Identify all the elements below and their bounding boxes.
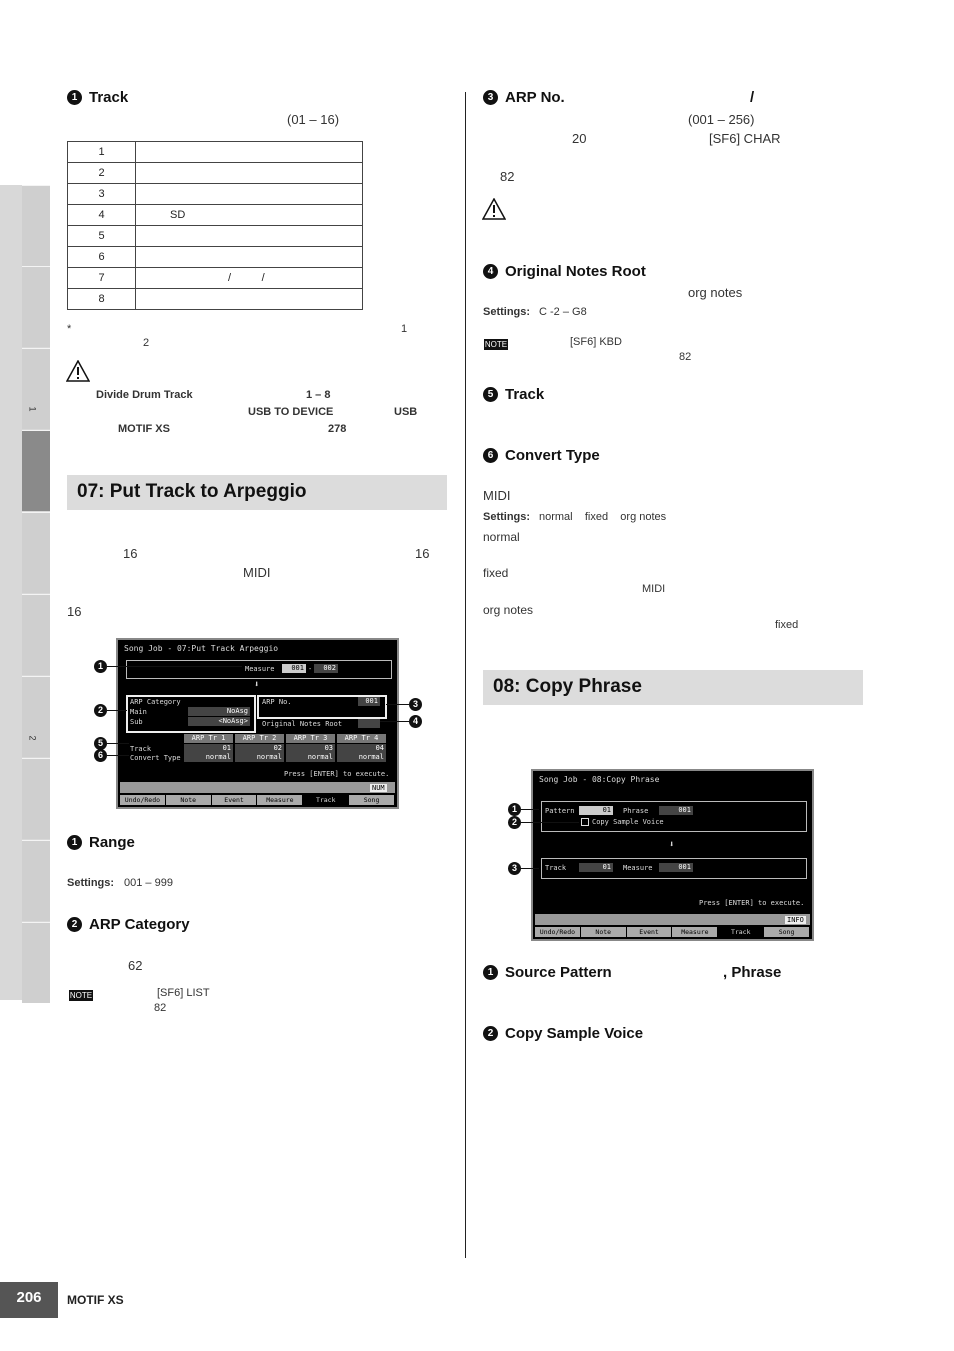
heading-slash: /	[750, 89, 755, 106]
screen-tab[interactable]: Event	[212, 795, 257, 805]
screen-tab-selected[interactable]: Track	[718, 927, 763, 937]
convert-type-label: Convert Type	[130, 754, 181, 762]
convert-type-field[interactable]: normal	[184, 753, 233, 762]
callout-5: 5	[94, 737, 107, 750]
note-icon: NOTE	[484, 340, 508, 349]
term: org notes	[483, 603, 534, 617]
arrow-down-icon: ⬇	[254, 680, 260, 690]
table-row: 1	[68, 142, 363, 163]
screen-tab-bar	[120, 795, 395, 805]
column-header: ARP Tr 3	[286, 734, 335, 743]
sidebar-tab[interactable]	[22, 676, 50, 757]
body-text: 62	[128, 958, 143, 973]
convert-type-field[interactable]: normal	[286, 753, 335, 762]
arp-no-field[interactable]: 001	[358, 697, 380, 706]
note-text: [SF6] KBD	[570, 336, 622, 348]
measure-to-field[interactable]: 002	[314, 664, 338, 673]
press-enter-text: Press [ENTER] to execute.	[699, 899, 805, 907]
num-button[interactable]: NUM	[372, 784, 385, 792]
measure-dash: -	[308, 665, 313, 673]
callout-line	[107, 743, 129, 744]
body-text: MIDI	[483, 488, 511, 503]
column-header: ARP Tr 4	[337, 734, 386, 743]
sidebar-tab[interactable]	[22, 758, 50, 839]
callout-2: 2	[94, 704, 107, 717]
note-text: [SF6] LIST	[157, 987, 210, 999]
body-text: 16	[415, 546, 430, 561]
body-text: (001 – 256)	[688, 112, 755, 127]
body-text: MIDI	[243, 565, 271, 580]
caution-text: USB TO DEVICE	[248, 406, 334, 418]
callout-4: 4	[409, 715, 422, 728]
section-heading-07: 07: Put Track to Arpeggio	[67, 475, 447, 510]
number-badge: 5	[483, 387, 498, 402]
track-field[interactable]: 02	[235, 744, 284, 753]
note-icon: NOTE	[69, 991, 93, 1000]
screen-tab[interactable]: Event	[627, 927, 672, 937]
footnote-star: *	[67, 323, 72, 335]
body-text: 16	[67, 604, 82, 619]
callout-3: 3	[409, 698, 422, 711]
screen-title: Song Job - 07:Put Track Arpeggio	[124, 644, 279, 653]
arp-category-label: ARP Category	[130, 698, 181, 706]
original-notes-root-label: Original Notes Root	[262, 720, 343, 728]
footnote-text: 2	[143, 337, 150, 349]
source-pattern-heading: 1 Source Pattern	[483, 964, 612, 981]
callout-6: 6	[94, 749, 107, 762]
column-divider	[465, 92, 466, 1258]
term: fixed	[483, 566, 509, 580]
body-text: MIDI	[642, 583, 666, 595]
screen-tab[interactable]: Measure	[257, 795, 302, 805]
track-field[interactable]: 01	[184, 744, 233, 753]
sidebar-tab[interactable]	[22, 594, 50, 675]
sidebar-tab-active[interactable]	[22, 430, 50, 511]
number-badge: 2	[67, 917, 82, 932]
number-badge: 3	[483, 90, 498, 105]
column-header: ARP Tr 2	[235, 734, 284, 743]
info-button[interactable]: INFO	[787, 916, 804, 924]
body-text: fixed	[775, 619, 799, 631]
track-field[interactable]: 01	[579, 863, 613, 872]
screen-status-bar	[535, 914, 810, 925]
callout-2: 2	[508, 816, 521, 829]
convert-type-field[interactable]: normal	[235, 753, 284, 762]
measure-field[interactable]: 001	[659, 863, 693, 872]
body-text: 16	[123, 546, 138, 561]
press-enter-text: Press [ENTER] to execute.	[284, 770, 390, 778]
callout-line	[521, 809, 539, 810]
settings-label: Settings:	[483, 511, 531, 523]
table-row: 6	[68, 247, 363, 268]
sidebar-tab[interactable]	[22, 185, 50, 266]
measure-from-field[interactable]: 001	[282, 664, 306, 673]
caution-text: 278	[328, 423, 347, 435]
measure-label: Measure	[245, 665, 275, 673]
callout-line	[107, 755, 129, 756]
note-text: 82	[154, 1002, 167, 1014]
screen-tab[interactable]: Undo/Redo	[120, 795, 165, 805]
callout-line	[107, 710, 127, 711]
sidebar-tab-number: 1	[27, 406, 38, 412]
caution-text: 1 – 8	[306, 389, 331, 401]
body-text: 82	[500, 169, 515, 184]
screen-tab[interactable]: Song	[764, 927, 809, 937]
sidebar-tab[interactable]	[22, 266, 50, 347]
table-row: 3	[68, 184, 363, 205]
track-field[interactable]: 03	[286, 744, 335, 753]
callout-1: 1	[508, 803, 521, 816]
callout-1: 1	[94, 660, 107, 673]
sub-label: Sub	[130, 718, 143, 726]
original-notes-root-field[interactable]	[358, 719, 380, 728]
settings-value: normal fixed org notes	[539, 511, 667, 523]
footnote-text: 1	[401, 323, 408, 335]
screen-tab[interactable]: Undo/Redo	[535, 927, 580, 937]
number-badge: 2	[483, 1026, 498, 1041]
settings-label: Settings:	[483, 306, 531, 318]
callout-line	[386, 704, 409, 705]
caution-text: Divide Drum Track	[96, 389, 193, 401]
main-select[interactable]: NoAsg	[188, 707, 250, 716]
term: normal	[483, 530, 520, 544]
screen-status-bar	[120, 782, 395, 793]
number-badge: 1	[483, 965, 498, 980]
range-heading: 1 Range	[67, 834, 135, 851]
page-number: 206	[0, 1282, 58, 1318]
pattern-field[interactable]: 01	[579, 806, 613, 815]
number-badge: 1	[67, 90, 82, 105]
measure-label: Measure	[623, 864, 653, 872]
number-badge: 6	[483, 448, 498, 463]
caution-text: USB	[394, 406, 418, 418]
screen-tab[interactable]: Measure	[672, 927, 717, 937]
sub-select[interactable]: <NoAsg>	[188, 717, 250, 726]
track-range: (01 – 16)	[287, 112, 340, 127]
main-label: Main	[130, 708, 147, 716]
warning-icon	[66, 360, 90, 382]
track-heading-right: 5 Track	[483, 386, 544, 403]
footer-product: MOTIF XS	[67, 1293, 124, 1307]
lcd-screen-put-track-arpeggio	[116, 638, 399, 809]
arp-no-label: ARP No.	[262, 698, 292, 706]
original-notes-root-heading: 4 Original Notes Root	[483, 263, 646, 280]
sidebar-tab[interactable]	[22, 840, 50, 921]
sidebar-tab[interactable]	[22, 512, 50, 593]
heading-phrase: , Phrase	[723, 964, 782, 981]
screen-tab[interactable]: Note	[581, 927, 626, 937]
convert-type-field[interactable]: normal	[337, 753, 386, 762]
screen-tab-bar	[535, 927, 810, 937]
screen-tab[interactable]: Note	[166, 795, 211, 805]
track-label: Track	[545, 864, 567, 872]
table-row: 4 SD	[68, 205, 363, 226]
settings-value: C -2 – G8	[539, 306, 587, 318]
section-heading-08: 08: Copy Phrase	[483, 670, 863, 705]
table-row: 7 / /	[68, 268, 363, 289]
callout-line	[380, 721, 409, 722]
sidebar-tab[interactable]	[22, 922, 50, 1003]
copy-sample-voice-label: Copy Sample Voice	[592, 818, 664, 826]
settings-value: 001 – 999	[124, 877, 173, 889]
phrase-field[interactable]: 001	[659, 806, 693, 815]
body-text: 20	[572, 131, 587, 146]
table-row: 8	[68, 289, 363, 310]
lcd-screen-copy-phrase	[531, 769, 814, 941]
checkbox-icon[interactable]	[581, 818, 589, 826]
column-header: ARP Tr 1	[184, 734, 233, 743]
callout-3: 3	[508, 862, 521, 875]
track-table	[67, 141, 363, 310]
note-text: 82	[679, 351, 692, 363]
settings-label: Settings:	[67, 877, 115, 889]
screen-tab-selected[interactable]: Track	[303, 795, 348, 805]
pattern-label: Pattern	[545, 807, 575, 815]
caution-text: MOTIF XS	[118, 423, 170, 435]
table-row: 5	[68, 226, 363, 247]
sidebar-tab[interactable]	[22, 348, 50, 429]
screen-title: Song Job - 08:Copy Phrase	[539, 775, 660, 784]
warning-icon	[482, 198, 506, 220]
callout-line	[521, 868, 539, 869]
copy-sample-voice-heading: 2 Copy Sample Voice	[483, 1025, 643, 1042]
track-label: Track	[130, 745, 152, 753]
callout-line	[521, 822, 579, 823]
number-badge: 1	[67, 835, 82, 850]
arp-category-heading: 2 ARP Category	[67, 916, 190, 933]
track-field[interactable]: 04	[337, 744, 386, 753]
sidebar-tab-number: 2	[27, 735, 38, 741]
body-text: [SF6] CHAR	[709, 131, 781, 146]
convert-type-heading: 6 Convert Type	[483, 447, 600, 464]
arp-no-heading: 3 ARP No.	[483, 89, 565, 106]
arrow-down-icon: ⬇	[669, 840, 675, 850]
number-badge: 4	[483, 264, 498, 279]
track-heading: 1 Track	[67, 89, 128, 106]
table-row: 2	[68, 163, 363, 184]
callout-line	[107, 666, 242, 667]
body-text: org notes	[688, 285, 743, 300]
phrase-label: Phrase	[623, 807, 649, 815]
screen-tab[interactable]: Song	[349, 795, 394, 805]
